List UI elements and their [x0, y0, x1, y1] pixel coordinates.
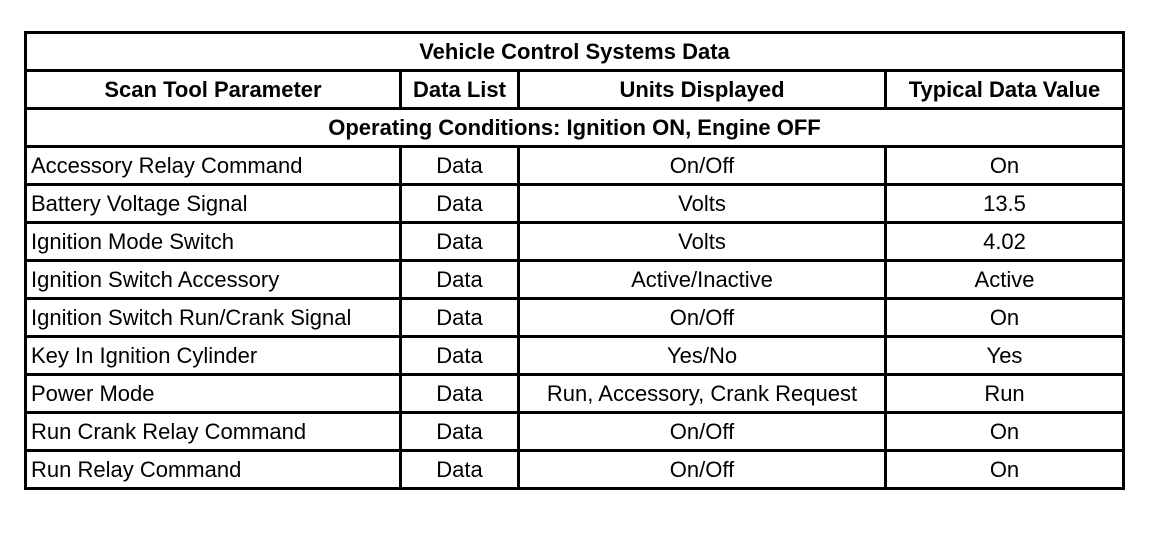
cell-data-list: Data	[401, 223, 519, 261]
table-row	[26, 299, 1124, 337]
cell-data-list: Data	[401, 147, 519, 185]
cell-parameter: Accessory Relay Command	[26, 147, 401, 185]
cell-data-list: Data	[401, 451, 519, 489]
cell-value: Active	[886, 261, 1124, 299]
cell-data-list: Data	[401, 185, 519, 223]
cell-units: On/Off	[519, 299, 886, 337]
cell-parameter: Battery Voltage Signal	[26, 185, 401, 223]
cell-value: Yes	[886, 337, 1124, 375]
vehicle-control-systems-table	[24, 31, 1125, 490]
cell-units: Active/Inactive	[519, 261, 886, 299]
operating-conditions-row	[26, 109, 1124, 147]
cell-units: Yes/No	[519, 337, 886, 375]
table-title: Vehicle Control Systems Data	[26, 33, 1124, 71]
cell-parameter: Run Crank Relay Command	[26, 413, 401, 451]
header-scan-tool-parameter: Scan Tool Parameter	[26, 71, 401, 109]
cell-parameter: Power Mode	[26, 375, 401, 413]
cell-value: On	[886, 413, 1124, 451]
cell-units: Run, Accessory, Crank Request	[519, 375, 886, 413]
header-data-list: Data List	[401, 71, 519, 109]
cell-parameter: Ignition Mode Switch	[26, 223, 401, 261]
cell-value: On	[886, 451, 1124, 489]
table-row	[26, 413, 1124, 451]
table-row	[26, 375, 1124, 413]
table-row	[26, 261, 1124, 299]
cell-data-list: Data	[401, 337, 519, 375]
cell-data-list: Data	[401, 375, 519, 413]
cell-value: 4.02	[886, 223, 1124, 261]
cell-units: Volts	[519, 185, 886, 223]
cell-parameter: Key In Ignition Cylinder	[26, 337, 401, 375]
cell-data-list: Data	[401, 261, 519, 299]
cell-value: On	[886, 299, 1124, 337]
table-row	[26, 147, 1124, 185]
cell-units: On/Off	[519, 413, 886, 451]
cell-parameter: Ignition Switch Run/Crank Signal	[26, 299, 401, 337]
header-typical-data-value: Typical Data Value	[886, 71, 1124, 109]
cell-parameter: Ignition Switch Accessory	[26, 261, 401, 299]
cell-units: On/Off	[519, 147, 886, 185]
cell-data-list: Data	[401, 413, 519, 451]
cell-value: 13.5	[886, 185, 1124, 223]
table-row	[26, 223, 1124, 261]
table-row	[26, 451, 1124, 489]
table-row	[26, 337, 1124, 375]
table-title-row	[26, 33, 1124, 71]
cell-units: Volts	[519, 223, 886, 261]
cell-units: On/Off	[519, 451, 886, 489]
header-units-displayed: Units Displayed	[519, 71, 886, 109]
cell-value: On	[886, 147, 1124, 185]
table-row	[26, 185, 1124, 223]
data-table-container	[24, 31, 1125, 490]
cell-parameter: Run Relay Command	[26, 451, 401, 489]
operating-conditions: Operating Conditions: Ignition ON, Engine OFF	[26, 109, 1124, 147]
cell-value: Run	[886, 375, 1124, 413]
cell-data-list: Data	[401, 299, 519, 337]
table-header-row	[26, 71, 1124, 109]
